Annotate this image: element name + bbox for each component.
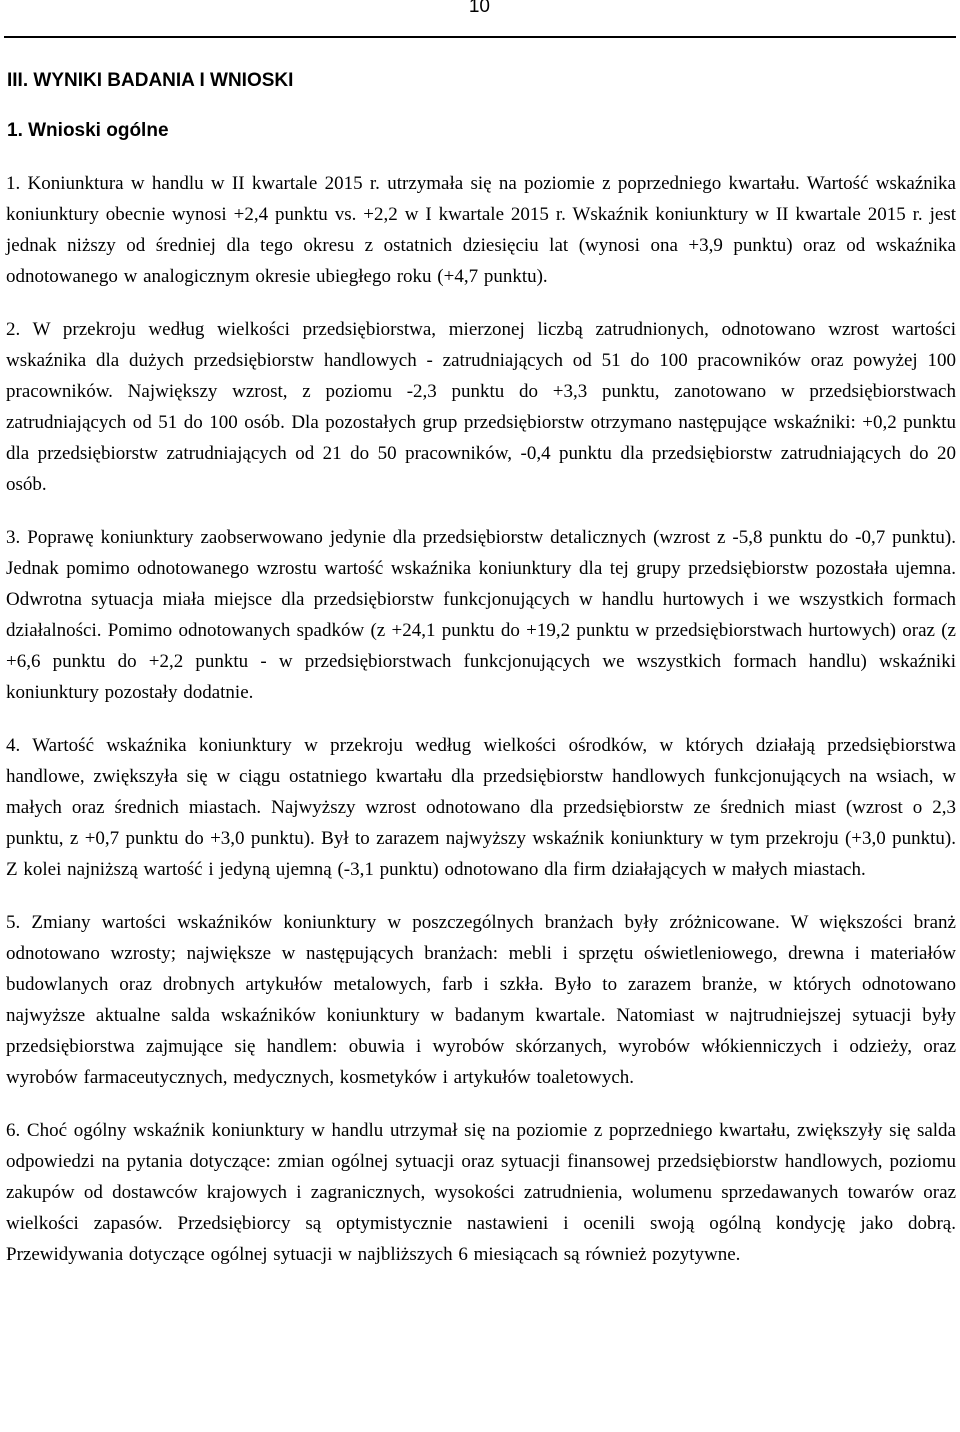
- paragraph-6: 6. Choć ogólny wskaźnik koniunktury w handlu utrzymał się na poziomie z poprzedniego kwartału, zwiększyły się salda odpowiedzi na pytania dotyczące: zmian ogólnej sytuacji oraz sytuacji finansowej przedsiębiorstw handlowych, poziomu zakupów od dostawców krajowych i zagranicznych, wysokości zatrudnienia, wolumenu sprzedawanych towarów oraz wielkości zapasów. Przedsiębiorcy są optymistycznie nastawieni i ocenili swoją ogólną kondycję jako dobrą. Przewidywania dotyczące ogólnej sytuacji w najbliższych 6 miesiącach są również pozytywne.: [6, 1120, 956, 1265]
- subsection-title: 1. Wnioski ogólne: [7, 120, 169, 141]
- paragraph-1: 1. Koniunktura w handlu w II kwartale 2015 r. utrzymała się na poziomie z poprzedniego kwartału. Wartość wskaźnika koniunktury obecnie wynosi +2,4 punktu vs. +2,2 w I kwartale 2015 r. Wskaźnik koniunktury w II kwartale 2015 r. jest jednak niższy od średniej dla tego okresu z ostatnich dziesięciu lat (wynosi ona +3,9 punktu) oraz od wskaźnika odnotowanego w analogicznym okresie ubiegłego roku (+4,7 punktu).: [6, 173, 956, 287]
- page-number: 10: [468, 0, 490, 17]
- paragraph-3: 3. Poprawę koniunktury zaobserwowano jedynie dla przedsiębiorstw detalicznych (wzrost z -5,8 punktu do -0,7 punktu). Jednak pomimo odnotowanego wzrostu wartość wskaźnika koniunktury dla tej grupy przedsiębiorstw pozostała ujemna. Odwrotna sytuacja miała miejsce dla przedsiębiorstw funkcjonujących w handlu hurtowych i we wszystkich formach działalności. Pomimo odnotowanych spadków (z +24,1 punktu do +19,2 punktu w przedsiębiorstwach hurtowych) oraz (z +6,6 punktu do +2,2 punktu - w przedsiębiorstwach funkcjonujących we wszystkich formach handlu) wskaźniki koniunktury pozostały dodatnie.: [6, 527, 956, 703]
- paragraph-4: 4. Wartość wskaźnika koniunktury w przekroju według wielkości ośrodków, w których działają przedsiębiorstwa handlowe, zwiększyła się w ciągu ostatniego kwartału dla przedsiębiorstw handlowych funkcjonujących na wsiach, w małych oraz średnich miastach. Najwyższy wzrost odnotowano dla przedsiębiorstw ze średnich miast (wzrost o 2,3 punktu, z +0,7 punktu do +3,0 punktu). Był to zarazem najwyższy wskaźnik koniunktury w tym przekroju (+3,0 punktu). Z kolei najniższą wartość i jedyną ujemną (-3,1 punktu) odnotowano dla firm działających w małych miastach.: [6, 735, 956, 880]
- document-body: [6, 168, 956, 1292]
- paragraph-5: 5. Zmiany wartości wskaźników koniunktury w poszczególnych branżach były zróżnicowane. W większości branż odnotowano wzrosty; największe w następujących branżach: mebli i sprzętu oświetleniowego, drewna i materiałów budowlanych oraz drobnych artykułów metalowych, farb i szkła. Było to zarazem branże, w których odnotowano najwyższe aktualne salda wskaźników koniunktury w badanym kwartale. Natomiast w najtrudniejszej sytuacji były przedsiębiorstwa zajmujące się handlem: obuwia i wyrobów skórzanych, wyrobów włókienniczych i odzieży, oraz wyrobów farmaceutycznych, medycznych, kosmetyków i artykułów toaletowych.: [6, 912, 956, 1088]
- header-rule: [4, 36, 956, 38]
- paragraph-2: 2. W przekroju według wielkości przedsiębiorstwa, mierzonej liczbą zatrudnionych, odnotowano wzrost wartości wskaźnika dla dużych przedsiębiorstw handlowych - zatrudniających od 51 do 100 pracowników oraz powyżej 100 pracowników. Największy wzrost, z poziomu -2,3 punktu do +3,3 punktu, zanotowano w przedsiębiorstwach zatrudniających od 51 do 100 osób. Dla pozostałych grup przedsiębiorstw otrzymano następujące wskaźniki: +0,2 punktu dla przedsiębiorstw zatrudniających od 21 do 50 pracowników, -0,4 punktu dla przedsiębiorstw zatrudniających do 20 osób.: [6, 319, 956, 495]
- section-title: III. WYNIKI BADANIA I WNIOSKI: [7, 70, 294, 91]
